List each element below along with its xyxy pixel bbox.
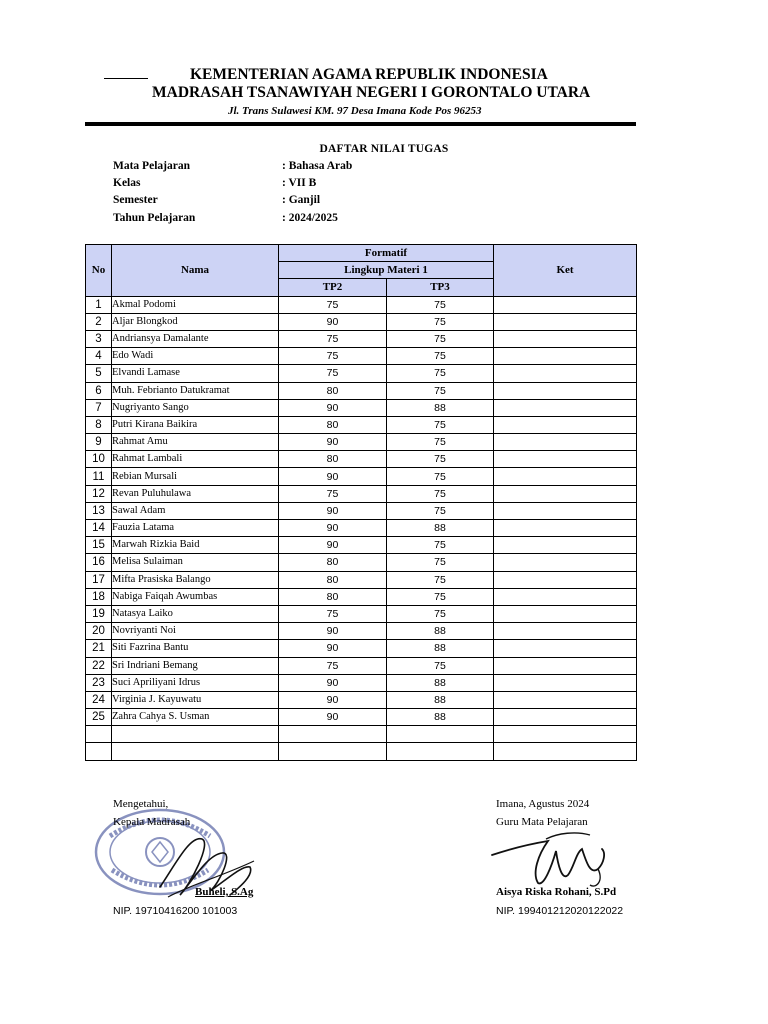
- row-number: 19: [86, 605, 112, 622]
- score-tp2: 90: [279, 709, 387, 726]
- score-tp2: 80: [279, 416, 387, 433]
- row-number: 4: [86, 348, 112, 365]
- table-row: [86, 416, 637, 433]
- remark: [494, 330, 637, 347]
- remark: [494, 691, 637, 708]
- score-tp2: 75: [279, 605, 387, 622]
- row-number: 12: [86, 485, 112, 502]
- score-tp2: 90: [279, 399, 387, 416]
- row-number: 7: [86, 399, 112, 416]
- score-tp2: 90: [279, 674, 387, 691]
- remark: [494, 451, 637, 468]
- table-row: [86, 657, 637, 674]
- score-tp2: 75: [279, 330, 387, 347]
- score-tp3: 88: [387, 691, 494, 708]
- score-tp2: 90: [279, 468, 387, 485]
- headmaster-signature-icon: [150, 825, 260, 905]
- row-number: 6: [86, 382, 112, 399]
- remark: [494, 726, 637, 743]
- student-name: Putri Kirana Baikira: [112, 416, 279, 433]
- headmaster-nip: NIP. 19710416200 101003: [113, 905, 238, 917]
- row-number: 11: [86, 468, 112, 485]
- score-tp2: 90: [279, 434, 387, 451]
- table-row: [86, 588, 637, 605]
- score-tp3: [387, 743, 494, 760]
- table-row: [86, 365, 637, 382]
- row-number: 3: [86, 330, 112, 347]
- header-nama: Nama: [112, 245, 279, 297]
- remark: [494, 537, 637, 554]
- table-row: [86, 674, 637, 691]
- score-tp2: 90: [279, 691, 387, 708]
- letterhead-rule: [85, 122, 636, 126]
- score-tp3: 88: [387, 623, 494, 640]
- score-tp3: 88: [387, 640, 494, 657]
- letterhead-left-rule: [104, 78, 148, 79]
- score-tp2: 90: [279, 623, 387, 640]
- score-tp2: 80: [279, 554, 387, 571]
- meta-label: Tahun Pelajaran: [113, 211, 196, 224]
- score-tp2: 75: [279, 348, 387, 365]
- row-number: [86, 743, 112, 760]
- student-name: Edo Wadi: [112, 348, 279, 365]
- score-tp2: 90: [279, 520, 387, 537]
- meta-label: Mata Pelajaran: [113, 160, 190, 172]
- remark: [494, 674, 637, 691]
- score-tp3: 75: [387, 434, 494, 451]
- row-number: 16: [86, 554, 112, 571]
- table-row: [86, 726, 637, 743]
- document-meta: [113, 160, 513, 229]
- score-tp2: [279, 726, 387, 743]
- remark: [494, 348, 637, 365]
- student-name: Fauzia Latama: [112, 520, 279, 537]
- table-row: [86, 571, 637, 588]
- score-tp3: [387, 726, 494, 743]
- student-name: Nabiga Faiqah Awumbas: [112, 588, 279, 605]
- remark: [494, 416, 637, 433]
- teacher-signature-icon: [486, 825, 616, 895]
- table-row: [86, 537, 637, 554]
- remark: [494, 382, 637, 399]
- table-row: [86, 554, 637, 571]
- row-number: 13: [86, 502, 112, 519]
- student-name: Aljar Blongkod: [112, 313, 279, 330]
- meta-value: : Ganjil: [282, 194, 321, 207]
- table-row: [86, 382, 637, 399]
- remark: [494, 520, 637, 537]
- header-ket: Ket: [494, 245, 637, 297]
- row-number: 2: [86, 313, 112, 330]
- score-tp3: 75: [387, 348, 494, 365]
- header-no: No: [86, 245, 112, 297]
- student-name: Marwah Rizkia Baid: [112, 537, 279, 554]
- remark: [494, 434, 637, 451]
- row-number: 18: [86, 588, 112, 605]
- score-tp3: 75: [387, 537, 494, 554]
- score-tp3: 75: [387, 468, 494, 485]
- teacher-nip: NIP. 199401212020122022: [496, 905, 624, 917]
- table-row: [86, 348, 637, 365]
- table-row: [86, 502, 637, 519]
- header-formatif: Formatif: [279, 245, 494, 262]
- remark: [494, 502, 637, 519]
- row-number: 23: [86, 674, 112, 691]
- remark: [494, 313, 637, 330]
- table-row: [86, 399, 637, 416]
- student-name: Sawal Adam: [112, 502, 279, 519]
- student-name: Muh. Febrianto Datukramat: [112, 382, 279, 399]
- score-tp3: 88: [387, 674, 494, 691]
- score-tp2: [279, 743, 387, 760]
- row-number: 25: [86, 709, 112, 726]
- row-number: 9: [86, 434, 112, 451]
- score-tp2: 75: [279, 296, 387, 313]
- remark: [494, 605, 637, 622]
- student-name: Rahmat Amu: [112, 434, 279, 451]
- score-tp3: 88: [387, 520, 494, 537]
- score-tp2: 80: [279, 588, 387, 605]
- row-number: 10: [86, 451, 112, 468]
- table-row: [86, 743, 637, 760]
- student-name: Suci Apriliyani Idrus: [112, 674, 279, 691]
- score-tp2: 75: [279, 485, 387, 502]
- score-tp2: 90: [279, 502, 387, 519]
- remark: [494, 571, 637, 588]
- header-tp2: TP2: [279, 279, 387, 296]
- table-row: [86, 623, 637, 640]
- score-tp3: 88: [387, 709, 494, 726]
- meta-value: : Bahasa Arab: [282, 160, 353, 172]
- student-name: Akmal Podomi: [112, 296, 279, 313]
- table-row: [86, 640, 637, 657]
- score-tp3: 75: [387, 382, 494, 399]
- score-tp3: 75: [387, 571, 494, 588]
- score-tp3: 75: [387, 296, 494, 313]
- meta-row-subject: [113, 160, 513, 177]
- table-row: [86, 434, 637, 451]
- table-row: [86, 691, 637, 708]
- student-name: Mifta Prasiska Balango: [112, 571, 279, 588]
- document-title: DAFTAR NILAI TUGAS: [319, 143, 449, 155]
- score-tp3: 75: [387, 657, 494, 674]
- meta-label: Kelas: [113, 177, 141, 190]
- student-name: Rahmat Lambali: [112, 451, 279, 468]
- score-tp2: 80: [279, 382, 387, 399]
- score-tp3: 75: [387, 502, 494, 519]
- school-address: Jl. Trans Sulawesi KM. 97 Desa Imana Kode Pos 96253: [228, 105, 482, 117]
- row-number: 21: [86, 640, 112, 657]
- score-tp3: 75: [387, 451, 494, 468]
- score-tp3: 75: [387, 365, 494, 382]
- student-name: Virginia J. Kayuwatu: [112, 691, 279, 708]
- meta-label: Semester: [113, 194, 158, 207]
- score-tp3: 75: [387, 416, 494, 433]
- row-number: 14: [86, 520, 112, 537]
- meta-row-year: [113, 212, 513, 229]
- score-tp2: 90: [279, 537, 387, 554]
- remark: [494, 554, 637, 571]
- row-number: 5: [86, 365, 112, 382]
- row-number: [86, 726, 112, 743]
- meta-value: : 2024/2025: [282, 211, 338, 224]
- student-name: Nugriyanto Sango: [112, 399, 279, 416]
- score-tp3: 75: [387, 313, 494, 330]
- teacher-role: Guru Mata Pelajaran: [496, 816, 588, 828]
- remark: [494, 399, 637, 416]
- school-name: MADRASAH TSANAWIYAH NEGERI I GORONTALO UTARA: [152, 84, 591, 101]
- row-number: 15: [86, 537, 112, 554]
- meta-value: : VII B: [282, 177, 317, 190]
- remark: [494, 623, 637, 640]
- remark: [494, 640, 637, 657]
- row-number: 8: [86, 416, 112, 433]
- table-row: [86, 709, 637, 726]
- row-number: 1: [86, 296, 112, 313]
- meta-row-semester: [113, 194, 513, 211]
- remark: [494, 485, 637, 502]
- score-tp3: 75: [387, 485, 494, 502]
- score-tp2: 75: [279, 657, 387, 674]
- acknowledged-label: Mengetahui,: [113, 798, 169, 810]
- teacher-name: Aisya Riska Rohani, S.Pd: [496, 886, 617, 898]
- table-row: [86, 605, 637, 622]
- header-tp3: TP3: [387, 279, 494, 296]
- student-name: Siti Fazrina Bantu: [112, 640, 279, 657]
- score-tp2: 90: [279, 640, 387, 657]
- table-row: [86, 485, 637, 502]
- table-row: [86, 296, 637, 313]
- remark: [494, 743, 637, 760]
- remark: [494, 709, 637, 726]
- student-name: Sri Indriani Bemang: [112, 657, 279, 674]
- headmaster-name: Buheli, S.Ag: [195, 886, 254, 898]
- header-lingkup-materi: Lingkup Materi 1: [279, 262, 494, 279]
- student-name: Elvandi Lamase: [112, 365, 279, 382]
- remark: [494, 296, 637, 313]
- student-name: [112, 726, 279, 743]
- student-name: Revan Puluhulawa: [112, 485, 279, 502]
- meta-row-class: [113, 177, 513, 194]
- student-name: Zahra Cahya S. Usman: [112, 709, 279, 726]
- score-tp3: 88: [387, 399, 494, 416]
- remark: [494, 588, 637, 605]
- remark: [494, 365, 637, 382]
- remark: [494, 468, 637, 485]
- row-number: 24: [86, 691, 112, 708]
- student-name: [112, 743, 279, 760]
- score-tp2: 80: [279, 571, 387, 588]
- place-date: Imana, Agustus 2024: [496, 798, 590, 810]
- table-row: [86, 520, 637, 537]
- remark: [494, 657, 637, 674]
- student-name: Natasya Laiko: [112, 605, 279, 622]
- student-name: Melisa Sulaiman: [112, 554, 279, 571]
- score-tp3: 75: [387, 330, 494, 347]
- row-number: 22: [86, 657, 112, 674]
- student-name: Rebian Mursali: [112, 468, 279, 485]
- table-row: [86, 468, 637, 485]
- table-row: [86, 313, 637, 330]
- table-row: [86, 451, 637, 468]
- score-tp2: 75: [279, 365, 387, 382]
- row-number: 17: [86, 571, 112, 588]
- score-tp3: 75: [387, 554, 494, 571]
- grades-table-body: [86, 296, 637, 760]
- row-number: 20: [86, 623, 112, 640]
- student-name: Novriyanti Noi: [112, 623, 279, 640]
- headmaster-role: Kepala Madrasah: [113, 816, 191, 828]
- ministry-name: KEMENTERIAN AGAMA REPUBLIK INDONESIA: [190, 66, 548, 83]
- score-tp3: 75: [387, 588, 494, 605]
- grades-table: [85, 244, 637, 761]
- score-tp2: 90: [279, 313, 387, 330]
- score-tp3: 75: [387, 605, 494, 622]
- table-row: [86, 330, 637, 347]
- score-tp2: 80: [279, 451, 387, 468]
- student-name: Andriansya Damalante: [112, 330, 279, 347]
